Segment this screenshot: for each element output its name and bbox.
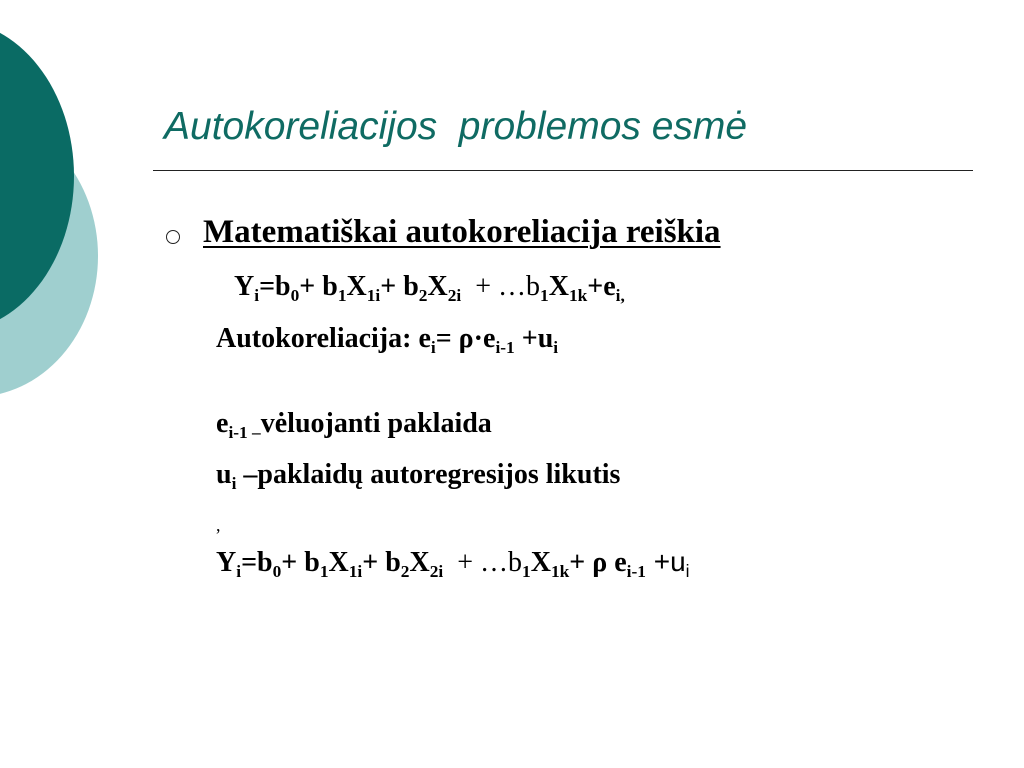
combined-regression-equation: $Y_i=b_0+ b_1X_{1i}+ b_2X_{2i}$ + $\dots b_1X_{1k}+ \rho$ $e_{i-1} +u_i$ — [216, 546, 690, 582]
bullet-heading: Matematiškai autokoreliacija reiškia — [203, 214, 721, 250]
title-divider — [153, 170, 973, 171]
autocorrelation-equation: Autokoreliacija: $e_i= \rho\cdot e_{i-1} +u_i$ — [216, 323, 559, 358]
regression-equation: $Y_i=b_0+ b_1X_{1i}+ b_2X_{2i}$ + $\dots b_1X_{1k}+e_{i,}$ — [234, 271, 625, 306]
stray-comma: , — [216, 515, 221, 535]
definition-residual: $u_i$ –paklaidų autoregresijos likutis — [216, 459, 621, 494]
slide-title: Autokoreliacijos problemos esmė — [164, 105, 748, 148]
hollow-circle-bullet-icon — [166, 230, 180, 244]
definition-lagged-error: $e_{i-1 -}vėluojanti$ paklaida — [216, 408, 492, 443]
